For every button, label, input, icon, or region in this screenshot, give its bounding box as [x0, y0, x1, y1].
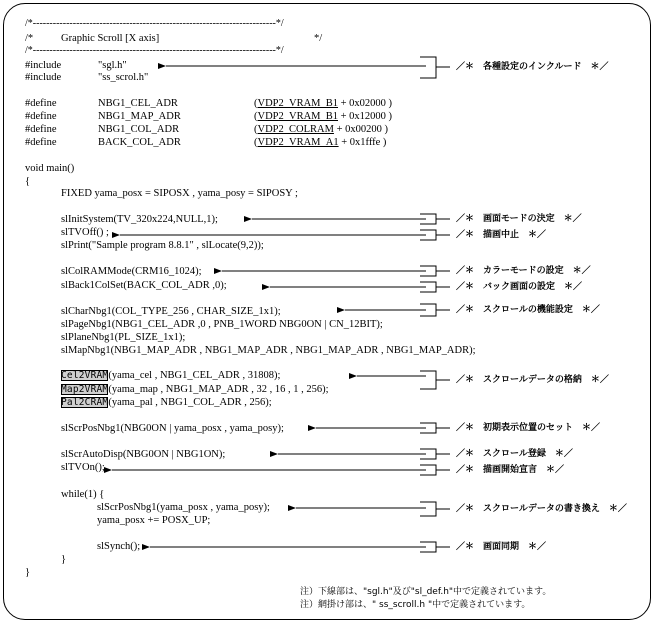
- footnote-underline: 注）下線部は、"sgl.h"及び"sl_def.h"中で定義されています。: [300, 587, 552, 597]
- code-args: (yama_pal , NBG1_COL_ADR , 256);: [108, 397, 272, 408]
- comment-reg: ／＊ スクロール登録 ＊／: [456, 449, 573, 459]
- include-file: "sgl.h": [98, 60, 127, 71]
- header-rule-bottom: /*-------------------------------------------------------------------------*/: [25, 45, 284, 56]
- define-offset: + 0x00200 ): [336, 124, 388, 135]
- define-name: BACK_COL_ADR: [98, 137, 181, 148]
- define-offset: + 0x1fffe ): [341, 137, 387, 148]
- include-keyword: #include: [25, 60, 62, 71]
- code-line: slSynch();: [97, 541, 141, 552]
- code-line: slInitSystem(TV_320x224,NULL,1);: [61, 214, 218, 225]
- define-keyword: #define: [25, 137, 57, 148]
- comment-mode: ／＊ 画面モードの決定 ＊／: [456, 214, 582, 224]
- define-name: NBG1_MAP_ADR: [98, 111, 181, 122]
- brace-close: }: [25, 567, 31, 578]
- highlight-func: Map2VRAM: [61, 384, 109, 395]
- comment-rewrite: ／＊ スクロールデータの書き換え ＊／: [456, 504, 627, 514]
- main-signature: void main(): [25, 163, 75, 174]
- comment-store: ／＊ スクロールデータの格納 ＊／: [456, 375, 609, 385]
- brace-open: {: [25, 176, 31, 187]
- comment-sync: ／＊ 画面同期 ＊／: [456, 542, 547, 552]
- code-loop: while(1) {: [61, 489, 105, 500]
- footnote-shaded: 注）網掛け部は、" ss_scroll.h "中で定義されています。: [300, 600, 531, 610]
- define-keyword: #define: [25, 124, 57, 135]
- include-file: "ss_scrol.h": [98, 72, 149, 83]
- define-offset: + 0x12000 ): [340, 111, 393, 122]
- define-name: NBG1_CEL_ADR: [98, 98, 178, 109]
- code-declaration: FIXED yama_posx = SIPOSX , yama_posy = SIPOSY ;: [61, 188, 298, 199]
- define-name: NBG1_COL_ADR: [98, 124, 180, 135]
- code-line: slPrint("Sample program 8.8.1" , slLocate(9,2));: [61, 240, 264, 251]
- header-comment-close: */: [314, 33, 323, 44]
- code-line: slScrPosNbg1(NBG0ON | yama_posx , yama_posy);: [61, 423, 284, 434]
- define-offset: + 0x02000 ): [340, 98, 393, 109]
- comment-initpos: ／＊ 初期表示位置のセット ＊／: [456, 423, 601, 433]
- define-base: VDP2_VRAM_A1: [257, 137, 339, 148]
- define-base: VDP2_COLRAM: [257, 124, 334, 135]
- code-line: yama_posx += POSX_UP;: [97, 515, 211, 526]
- code-line: slTVOn();: [61, 462, 105, 473]
- brace-close: }: [61, 554, 67, 565]
- code-line: slColRAMMode(CRM16_1024);: [61, 266, 202, 277]
- code-line: slPageNbg1(NBG1_CEL_ADR ,0 , PNB_1WORD NBG0ON | CN_12BIT);: [61, 319, 383, 330]
- comment-off: ／＊ 描画中止 ＊／: [456, 230, 547, 240]
- code-line: slScrAutoDisp(NBG0ON | NBG1ON);: [61, 449, 226, 460]
- header-comment-open: /*: [25, 33, 34, 44]
- code-line: slCharNbg1(COL_TYPE_256 , CHAR_SIZE_1x1);: [61, 306, 281, 317]
- highlight-func: Pal2CRAM: [61, 397, 109, 408]
- header-rule-top: /*-------------------------------------------------------------------------*/: [25, 18, 284, 29]
- comment-start: ／＊ 描画開始宣言 ＊／: [456, 465, 565, 475]
- define-keyword: #define: [25, 98, 57, 109]
- comment-scroll: ／＊ スクロールの機能設定 ＊／: [456, 305, 600, 315]
- define-base: VDP2_VRAM_B1: [257, 111, 339, 122]
- highlight-func: Cel2VRAM: [61, 370, 109, 381]
- comment-colmode: ／＊ カラーモードの設定 ＊／: [456, 266, 591, 276]
- code-args: (yama_cel , NBG1_CEL_ADR , 31808);: [108, 370, 281, 381]
- code-line: slMapNbg1(NBG1_MAP_ADR , NBG1_MAP_ADR , NBG1_MAP_ADR , NBG1_MAP_ADR);: [61, 345, 476, 356]
- code-line: slPlaneNbg1(PL_SIZE_1x1);: [61, 332, 186, 343]
- comment-include: ／＊ 各種設定のインクルード ＊／: [456, 62, 609, 72]
- define-base: VDP2_VRAM_B1: [257, 98, 339, 109]
- code-line: slTVOff() ;: [61, 227, 109, 238]
- comment-back: ／＊ バック画面の設定 ＊／: [456, 282, 583, 292]
- include-keyword: #include: [25, 72, 62, 83]
- code-line: slBack1ColSet(BACK_COL_ADR ,0);: [61, 280, 227, 291]
- code-args: (yama_map , NBG1_MAP_ADR , 32 , 16 , 1 , 256);: [108, 384, 329, 395]
- code-line: slScrPosNbg1(yama_posx , yama_posy);: [97, 502, 270, 513]
- define-keyword: #define: [25, 111, 57, 122]
- header-title: Graphic Scroll [X axis]: [61, 33, 160, 44]
